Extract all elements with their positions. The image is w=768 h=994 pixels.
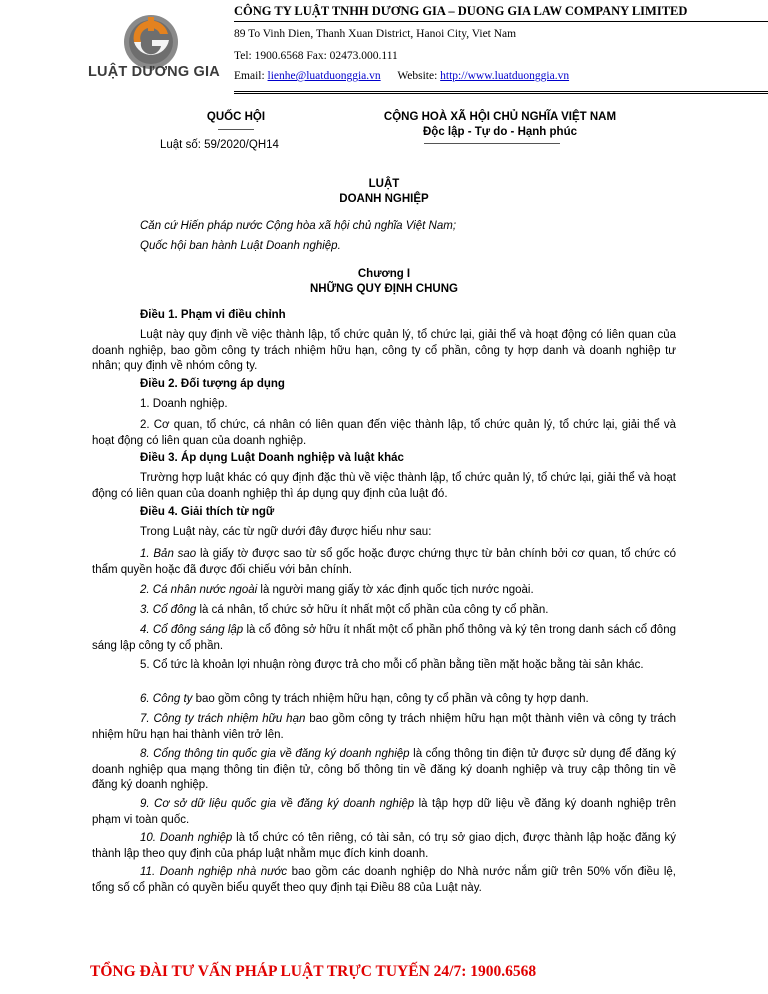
definition: 6. Công ty bao gồm công ty trách nhiệm hữu hạn, công ty cổ phần và công ty hợp danh. xyxy=(140,693,589,705)
definition: 11. Doanh nghiệp nhà nước bao gồm các doanh nghiệp do Nhà nước nắm giữ trên 50% vốn điều lệ, tổng số cổ phần có quyền biểu quyết theo quy định tại Điều 88 của Luật này. xyxy=(92,866,676,894)
definition: 8. Cổng thông tin quốc gia về đăng ký doanh nghiệp là cổng thông tin điện tử được sử dụng để đăng ký doanh nghiệp qua mạng thông tin điện tử, công bố thông tin về đăng ký doanh nghiệp và truy cập thông tin về đăng ký doanh nghiệp. xyxy=(92,748,676,791)
doc-type: LUẬT xyxy=(368,178,400,190)
company-phone: Tel: 1900.6568 Fax: 02473.000.111 xyxy=(234,50,398,62)
logo-text: LUẬT DƯƠNG GIA xyxy=(88,64,220,80)
definition: 7. Công ty trách nhiệm hữu hạn bao gồm công ty trách nhiệm hữu hạn một thành viên và công ty trách nhiệm hữu hạn hai thành viên trở lên. xyxy=(92,713,676,741)
hotline-footer: TỔNG ĐÀI TƯ VẤN PHÁP LUẬT TRỰC TUYẾN 24/7: 1900.6568 xyxy=(90,963,537,980)
legal-basis: Căn cứ Hiến pháp nước Cộng hòa xã hội chủ nghĩa Việt Nam; xyxy=(140,220,457,232)
issuer-underline xyxy=(218,129,254,130)
header-divider xyxy=(234,93,768,94)
article-heading: Điều 2. Đối tượng áp dụng xyxy=(140,378,285,390)
website-label: Website: xyxy=(397,70,438,82)
article-text xyxy=(92,418,676,449)
article-heading: Điều 1. Phạm vi điều chỉnh xyxy=(140,309,286,321)
article-heading: Điều 3. Áp dụng Luật Doanh nghiệp và luật khác xyxy=(140,452,404,464)
doc-name: DOANH NGHIỆP xyxy=(339,193,429,205)
legal-basis: Quốc hội ban hành Luật Doanh nghiệp. xyxy=(140,240,341,252)
chapter-title: NHỮNG QUY ĐỊNH CHUNG xyxy=(310,283,458,295)
definition: 4. Cổ đông sáng lập là cổ đông sở hữu ít nhất một cổ phần phổ thông và ký tên trong danh sách cổ đông sáng lập công ty cổ phần. xyxy=(92,624,676,652)
definition: 3. Cổ đông là cá nhân, tổ chức sở hữu ít nhất một cổ phần của công ty cổ phần. xyxy=(140,604,549,616)
header-divider xyxy=(234,21,768,22)
email-label: Email: xyxy=(234,70,265,82)
company-contact xyxy=(234,70,569,82)
company-name: CÔNG TY LUẬT TNHH DƯƠNG GIA – DUONG GIA LAW COMPANY LIMITED xyxy=(234,4,688,18)
definition: 9. Cơ sở dữ liệu quốc gia về đăng ký doanh nghiệp là tập hợp dữ liệu về đăng ký doanh nghiệp trên phạm vi toàn quốc. xyxy=(92,798,677,826)
article-text xyxy=(92,471,676,502)
definition: 10. Doanh nghiệp là tổ chức có tên riêng, có tài sản, có trụ sở giao dịch, được thành lập hoặc đăng ký thành lập theo quy định của pháp luật nhằm mục đích kinh doanh. xyxy=(92,832,676,860)
paragraph: Trong Luật này, các từ ngữ dưới đây được hiểu như sau: xyxy=(140,526,432,538)
paragraph: Luật này quy định về việc thành lập, tổ chức quản lý, tổ chức lại, giải thể và hoạt động có liên quan của doanh nghiệp, bao gồm công ty trách nhiệm hữu hạn, công ty cổ phần, công ty hợp danh và doanh nghiệp tư nhân; quy định về nhóm công ty. xyxy=(92,329,676,372)
definition: 2. Cá nhân nước ngoài là người mang giấy tờ xác định quốc tịch nước ngoài. xyxy=(140,584,534,596)
law-number: Luật số: 59/2020/QH14 xyxy=(160,139,279,151)
paragraph: Trường hợp luật khác có quy định đặc thù về việc thành lập, tổ chức quản lý, tổ chức lại, giải thể và hoạt động có liên quan của doanh nghiệp thì áp dụng quy định của luật đó. xyxy=(92,472,676,500)
definition: 5. Cổ tức là khoản lợi nhuận ròng được trả cho mỗi cổ phần bằng tiền mặt hoặc bằng tài sản khác. xyxy=(140,659,644,671)
law-firm-logo-icon xyxy=(88,12,220,94)
paragraph: 2. Cơ quan, tổ chức, cá nhân có liên quan đến việc thành lập, tổ chức quản lý, tổ chức lại, giải thể và hoạt động có liên quan của doanh nghiệp. xyxy=(92,419,676,447)
chapter-number: Chương I xyxy=(357,268,411,280)
article-text xyxy=(92,328,676,375)
definition: 1. Bản sao là giấy tờ được sao từ sổ gốc hoặc được chứng thực từ bản chính bởi cơ quan, tổ chức có thẩm quyền hoặc đã được đối chiếu với bản chính. xyxy=(92,548,677,576)
motto: Độc lập - Tự do - Hạnh phúc xyxy=(423,126,577,138)
paragraph: 1. Doanh nghiệp. xyxy=(140,398,228,410)
website-link[interactable]: http://www.luatduonggia.vn xyxy=(440,70,570,82)
article-heading: Điều 4. Giải thích từ ngữ xyxy=(140,506,275,518)
nation-name: CỘNG HOÀ XÃ HỘI CHỦ NGHĨA VIỆT NAM xyxy=(383,111,617,123)
issuer: QUỐC HỘI xyxy=(206,111,266,123)
company-address: 89 To Vinh Dien, Thanh Xuan District, Hanoi City, Viet Nam xyxy=(234,28,517,40)
motto-underline xyxy=(424,143,560,144)
header-divider xyxy=(234,91,768,92)
email-link[interactable]: lienhe@luatduonggia.vn xyxy=(267,70,381,82)
